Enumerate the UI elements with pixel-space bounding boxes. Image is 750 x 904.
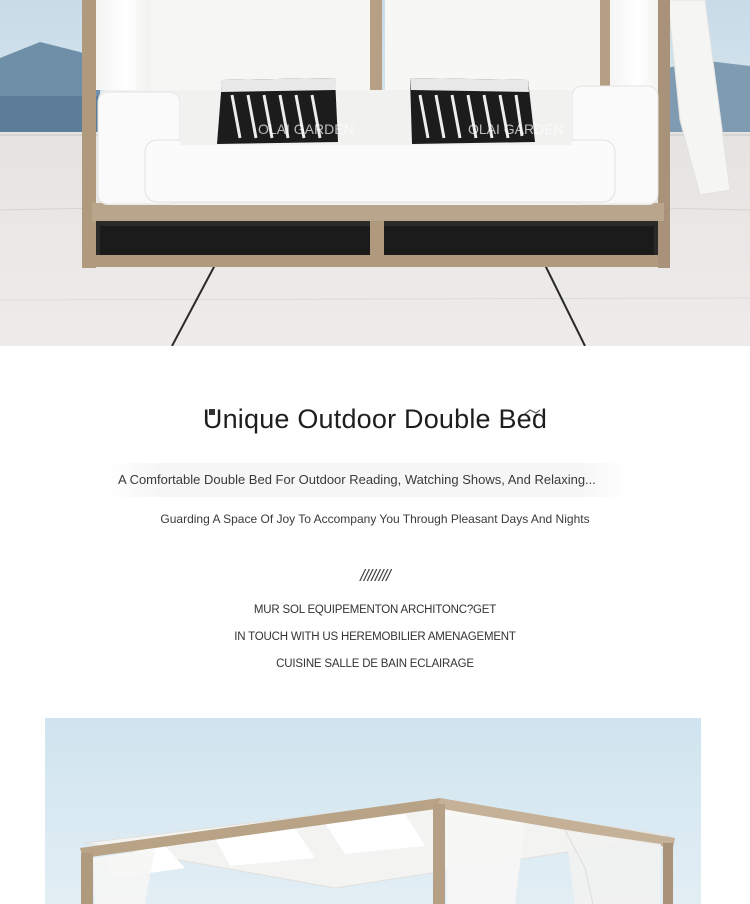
subtitle-text: A Comfortable Double Bed For Outdoor Reading, Watching Shows, And Relaxing... [118, 472, 596, 487]
info-line-3: CUISINE SALLE DE BAIN ECLAIRAGE [276, 658, 474, 670]
info-line-1: MUR SOL EQUIPEMENTON ARCHITONC?GET [253, 604, 497, 616]
separator: //////// [360, 566, 390, 585]
tagline: Guarding A Space Of Joy To Accompany You Through Pleasant Days And Nights [160, 512, 590, 526]
watermark-right: OLAI GARDEN [468, 121, 564, 137]
subtitle-banner [108, 463, 632, 497]
hero-product-image [0, 0, 750, 346]
page-title: Unique Outdoor Double Bed [202, 404, 548, 434]
watermark-left: OLAI GARDEN [258, 121, 354, 137]
info-line-2: IN TOUCH WITH US HEREMOBILIER AMENAGEMENT [234, 631, 516, 643]
canopy-product-image [45, 718, 701, 904]
